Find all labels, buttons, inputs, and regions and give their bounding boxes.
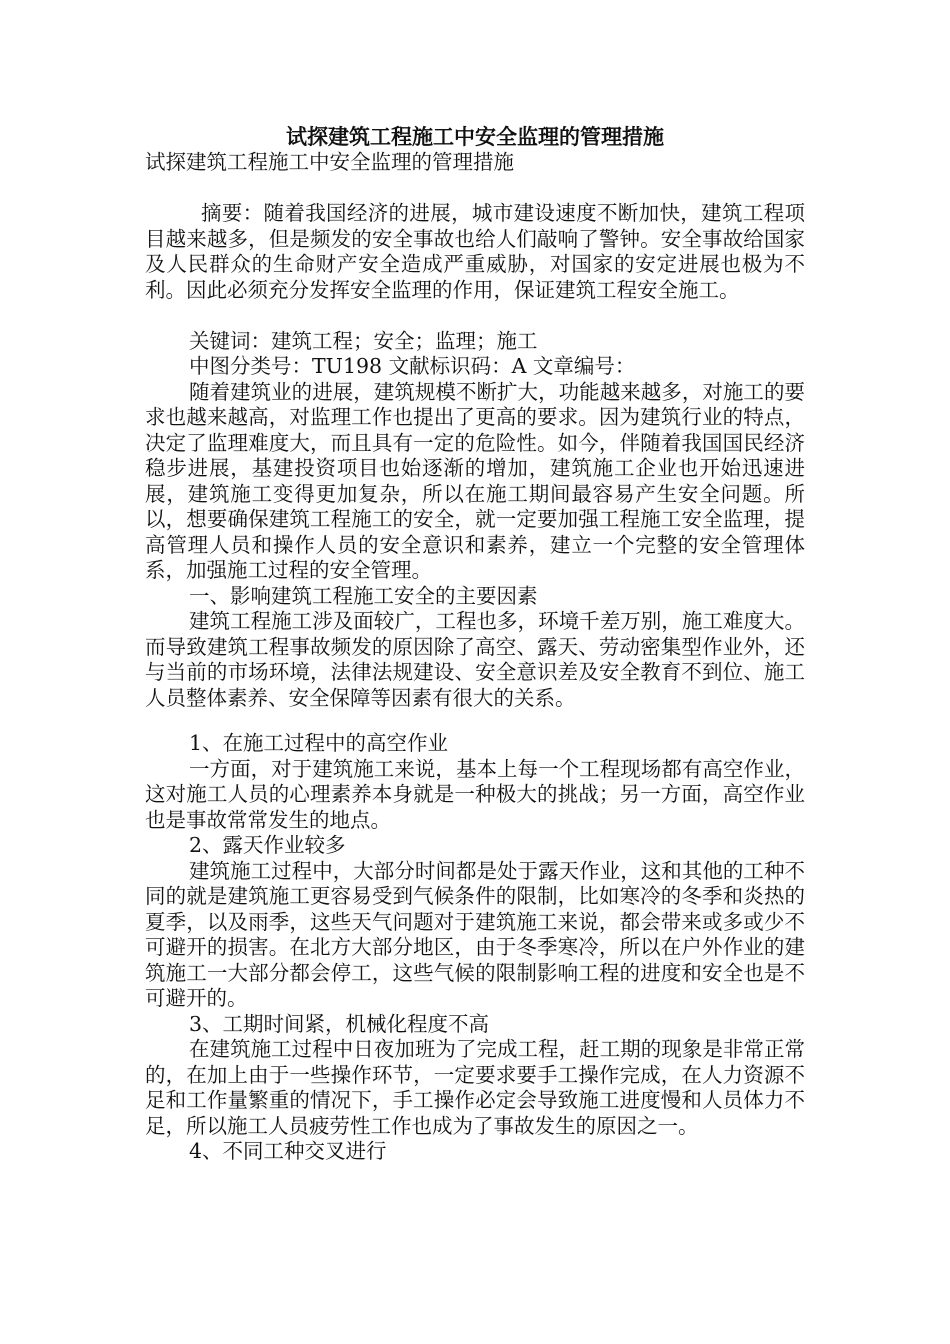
spacer bbox=[145, 303, 805, 329]
item2-heading: 2、露天作业较多 bbox=[189, 833, 346, 857]
section1-paragraph: 建筑工程施工涉及面较广，工程也多，环境千差万别，施工难度大。而导致建筑工程事故频发的原因除了高空、露天、劳动密集型作业外，还与当前的市场环境，法律法规建设、安全意识差及安全教育不到位、施工人员整体素养、安全保障等因素有很大的关系。 bbox=[145, 609, 805, 710]
item2-paragraph: 建筑施工过程中，大部分时间都是处于露天作业，这和其他的工种不同的就是建筑施工更容易受到气候条件的限制，比如寒冷的冬季和炎热的夏季，以及雨季，这些天气问题对于建筑施工来说，都会带来或多或少不可避开的损害。在北方大部分地区，由于冬季寒冷，所以在户外作业的建筑施工一大部分都会停工，这些气候的限制影响工程的进度和安全也是不可避开的。 bbox=[145, 858, 805, 1010]
spacer bbox=[145, 176, 805, 202]
item1-heading: 1、在施工过程中的高空作业 bbox=[189, 731, 449, 755]
keywords-line: 关键词：建筑工程；安全；监理；施工 bbox=[189, 328, 538, 353]
classification-line: 中图分类号：TU198 文献标识码：A 文章编号： bbox=[189, 354, 636, 378]
intro-paragraph: 随着建筑业的进展，建筑规模不断扩大，功能越来越多，对施工的要求也越来越高，对监理工作也提出了更高的要求。因为建筑行业的特点，决定了监理难度大，而且具有一定的危险性。如今，伴随着我国国民经济稳步进展，基建投资项目也始逐渐的增加，建筑施工企业也开始迅速进展，建筑施工变得更加复杂，所以在施工期间最容易产生安全问题。所以，想要确保建筑工程施工的安全，就一定要加强工程施工安全监理，提高管理人员和操作人员的安全意识和素养，建立一个完整的安全管理体系，加强施工过程的安全管理。 bbox=[145, 379, 805, 582]
item3-heading: 3、工期时间紧，机械化程度不高 bbox=[189, 1011, 490, 1036]
section1-heading: 一、影响建筑工程施工安全的主要因素 bbox=[189, 583, 538, 608]
abstract-paragraph: 摘要：随着我国经济的进展，城市建设速度不断加快，建筑工程项目越来越多，但是频发的安全事故也给人们敲响了警钟。安全事故给国家及人民群众的生命财产安全造成严重威胁，对国家的安定进展也极为不利。因此必须充分发挥安全监理的作用，保证建筑工程安全施工。 bbox=[145, 201, 805, 302]
item1-paragraph: 一方面，对于建筑施工来说，基本上每一个工程现场都有高空作业，这对施工人员的心理素养本身就是一种极大的挑战；另一方面，高空作业也是事故常常发生的地点。 bbox=[145, 756, 805, 832]
document-title: 试探建筑工程施工中安全监理的管理措施 bbox=[286, 124, 664, 149]
spacer bbox=[145, 711, 805, 731]
item3-paragraph: 在建筑施工过程中日夜加班为了完成工程，赶工期的现象是非常正常的，在加上由于一些操作环节，一定要求要手工操作完成，在人力资源不足和工作量繁重的情况下，手工操作必定会导致施工进度慢和人员体力不足，所以施工人员疲劳性工作也成为了事故发生的原因之一。 bbox=[145, 1037, 805, 1138]
item4-heading: 4、不同工种交叉进行 bbox=[189, 1139, 387, 1163]
document-body bbox=[145, 150, 805, 1165]
document-subtitle: 试探建筑工程施工中安全监理的管理措施 bbox=[145, 150, 514, 174]
